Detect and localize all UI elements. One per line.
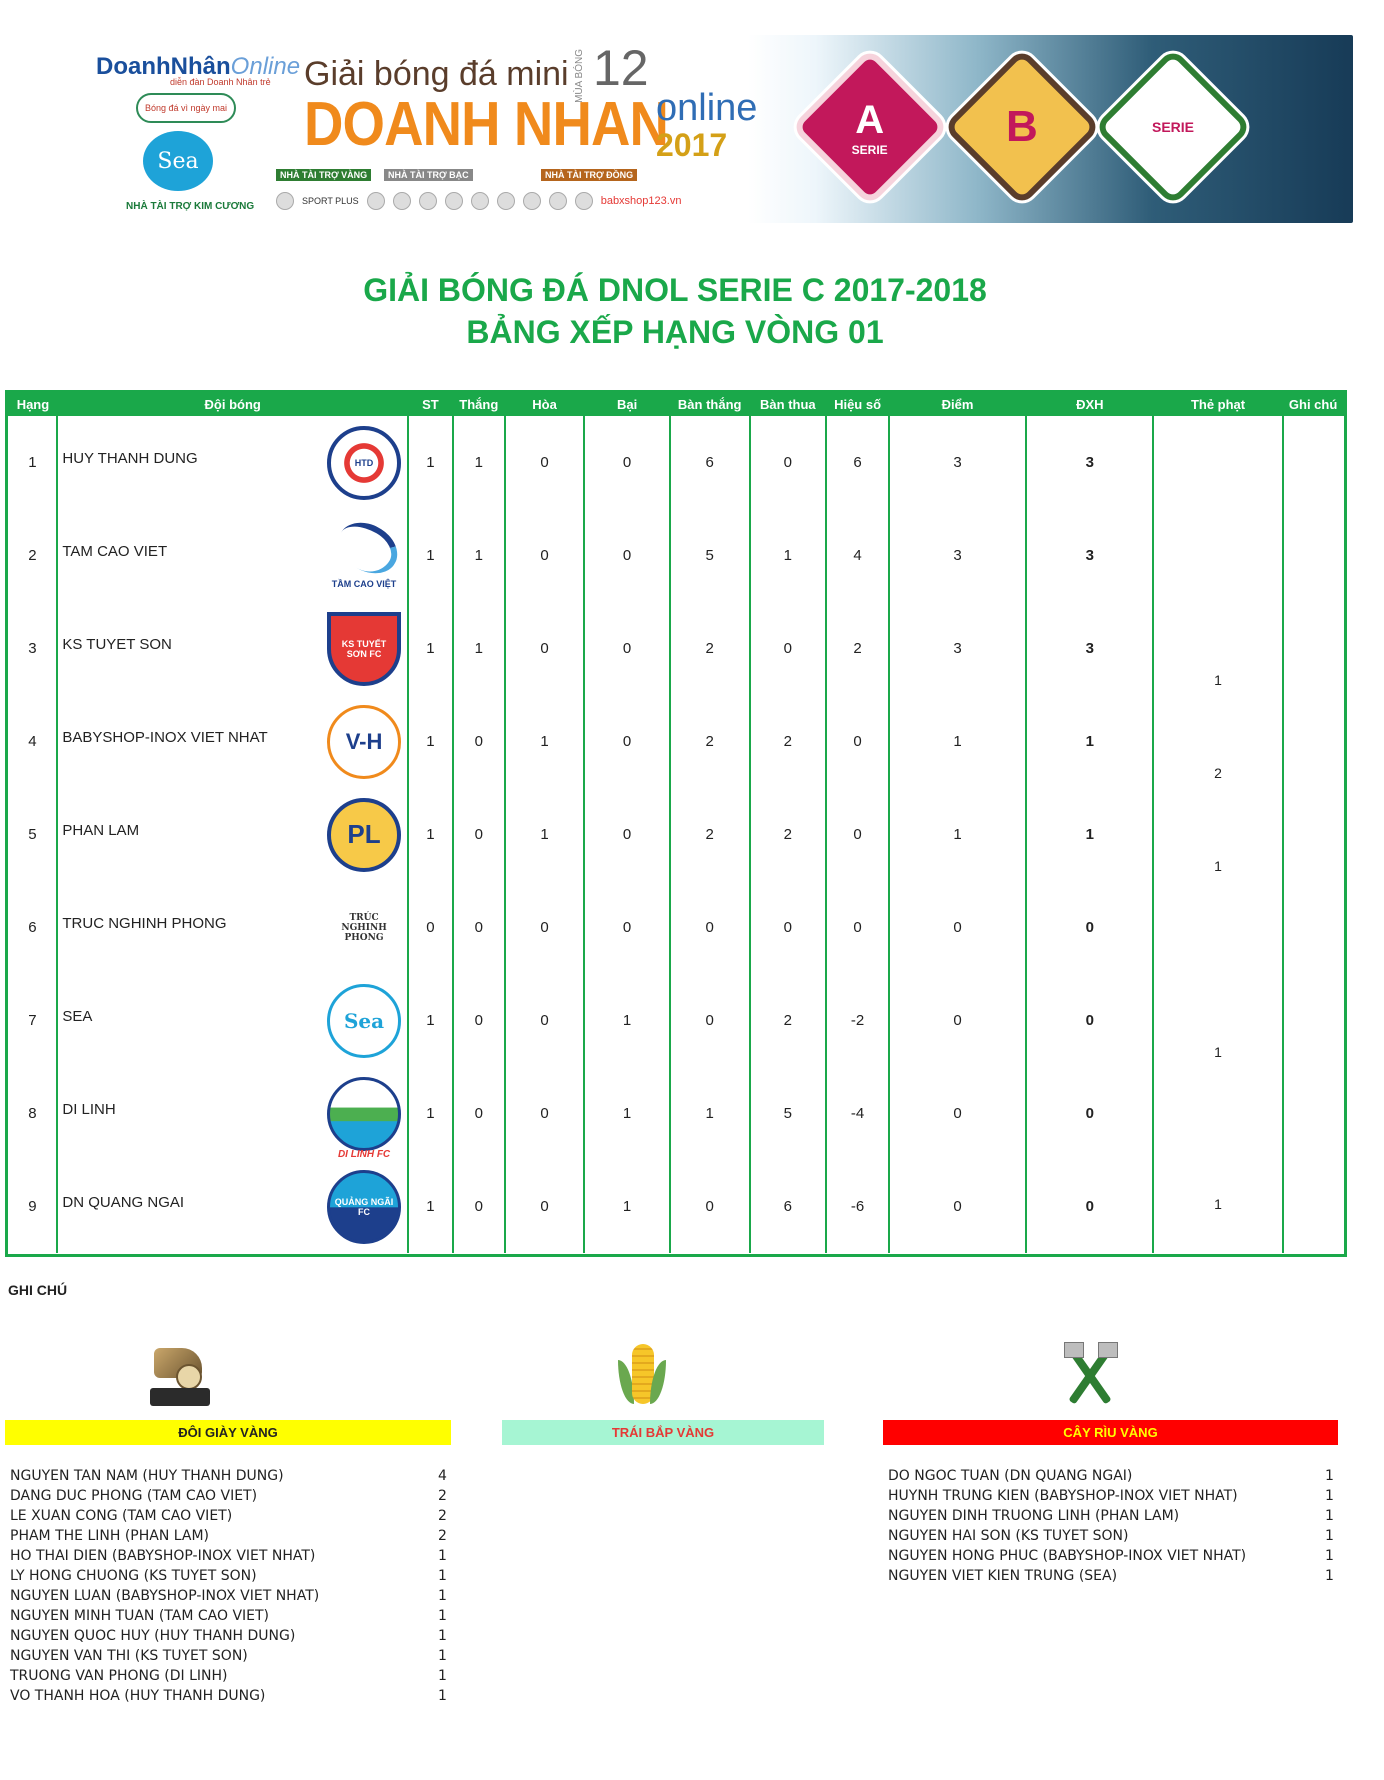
loss-cell: 0 bbox=[584, 881, 670, 974]
foul-count: 1 bbox=[1325, 1548, 1334, 1564]
dxh-cell: 0 bbox=[1026, 881, 1153, 974]
team-cell bbox=[57, 1067, 408, 1160]
team-cell bbox=[57, 974, 408, 1067]
draw-cell: 0 bbox=[505, 1160, 585, 1253]
sponsor-logo bbox=[393, 192, 411, 210]
season-number: 12 bbox=[593, 40, 649, 96]
card-count: 2 bbox=[1214, 764, 1222, 781]
dxh-cell: 0 bbox=[1026, 974, 1153, 1067]
notes-cell bbox=[1283, 1067, 1344, 1160]
team-crest-icon: KS TUYẾT SƠN FC bbox=[327, 612, 401, 686]
header-dxh: ĐXH bbox=[1026, 394, 1153, 416]
goal-difference-cell: 0 bbox=[826, 695, 889, 788]
header-played: ST bbox=[408, 394, 453, 416]
played-cell: 1 bbox=[408, 1067, 453, 1160]
rank-cell: 5 bbox=[28, 825, 37, 843]
draw-cell: 1 bbox=[505, 788, 585, 881]
season-label: MÙA BÓNG bbox=[574, 49, 585, 103]
team-name: TAM CAO VIET bbox=[62, 542, 168, 560]
player-name: PHAM THE LINH (PHAN LAM) bbox=[10, 1528, 210, 1544]
notes-cell bbox=[1283, 1160, 1344, 1253]
player-name: VO THANH HOA (HUY THANH DUNG) bbox=[10, 1688, 266, 1704]
table-row bbox=[9, 974, 1344, 1067]
draw-cell: 0 bbox=[505, 602, 585, 695]
rank-cell: 6 bbox=[28, 918, 37, 936]
win-cell: 0 bbox=[453, 1067, 505, 1160]
goals-against-cell: 0 bbox=[750, 881, 827, 974]
player-name: LE XUAN CONG (TAM CAO VIET) bbox=[10, 1508, 233, 1524]
team-cell bbox=[57, 509, 408, 602]
table-row bbox=[9, 788, 1344, 881]
foul-count: 1 bbox=[1325, 1468, 1334, 1484]
sponsor-strip bbox=[276, 169, 816, 219]
points-cell: 1 bbox=[889, 695, 1026, 788]
rank-cell: 1 bbox=[28, 453, 37, 471]
table-row bbox=[9, 602, 1344, 695]
list-item bbox=[10, 1566, 450, 1586]
team-crest-icon: HTD bbox=[327, 426, 401, 500]
serie-b-badge bbox=[951, 56, 1092, 197]
draw-cell: 0 bbox=[505, 1067, 585, 1160]
player-name: NGUYEN MINH TUAN (TAM CAO VIET) bbox=[10, 1608, 270, 1624]
golden-axe-list bbox=[888, 1466, 1338, 1586]
draw-cell: 0 bbox=[505, 509, 585, 602]
dxh-cell: 3 bbox=[1026, 416, 1153, 509]
top-scorers-list bbox=[10, 1466, 450, 1706]
team-name: HUY THANH DUNG bbox=[62, 450, 198, 467]
loss-cell: 0 bbox=[584, 788, 670, 881]
played-cell: 1 bbox=[408, 602, 453, 695]
goals-for-cell: 2 bbox=[670, 788, 750, 881]
notes-cell bbox=[1283, 416, 1344, 509]
player-name: TRUONG VAN PHONG (DI LINH) bbox=[10, 1668, 228, 1684]
list-item bbox=[888, 1506, 1338, 1526]
points-cell: 3 bbox=[889, 416, 1026, 509]
golden-axe-icon bbox=[1050, 1336, 1130, 1416]
goal-count: 2 bbox=[438, 1488, 447, 1504]
cards-cell bbox=[1153, 509, 1282, 602]
list-item bbox=[10, 1466, 450, 1486]
serie-a-badge bbox=[799, 56, 940, 197]
page-title: GIẢI BÓNG ĐÁ DNOL SERIE C 2017-2018 bbox=[363, 272, 987, 308]
sea-logo: Sea bbox=[143, 131, 213, 191]
goal-difference-cell: -6 bbox=[826, 1160, 889, 1253]
header-goals-against: Bàn thua bbox=[750, 394, 827, 416]
logo-subtitle: diễn đàn Doanh Nhân trẻ bbox=[170, 77, 271, 87]
player-name: NGUYEN HAI SON (KS TUYET SON) bbox=[888, 1528, 1129, 1544]
silver-sponsor-label: NHÀ TÀI TRỢ BẠC bbox=[384, 169, 473, 181]
goals-for-cell: 5 bbox=[670, 509, 750, 602]
cards-cell bbox=[1153, 1160, 1282, 1253]
player-name: NGUYEN HONG PHUC (BABYSHOP-INOX VIET NHAT) bbox=[888, 1548, 1247, 1564]
dxh-cell: 1 bbox=[1026, 788, 1153, 881]
team-cell bbox=[57, 416, 408, 509]
goals-for-cell: 0 bbox=[670, 1160, 750, 1253]
goal-count: 2 bbox=[438, 1528, 447, 1544]
header-cards: Thẻ phạt bbox=[1153, 394, 1282, 416]
table-row bbox=[9, 695, 1344, 788]
list-item bbox=[10, 1606, 450, 1626]
win-cell: 0 bbox=[453, 695, 505, 788]
win-cell: 0 bbox=[453, 1160, 505, 1253]
rank-cell: 7 bbox=[28, 1011, 37, 1029]
serie-a-word: SERIE bbox=[851, 142, 889, 157]
cards-cell bbox=[1153, 788, 1282, 881]
banner-online-word: online bbox=[656, 87, 758, 129]
tournament-banner bbox=[8, 35, 1353, 223]
serie-c-word: SERIE bbox=[1151, 118, 1195, 135]
player-name: NGUYEN TAN NAM (HUY THANH DUNG) bbox=[10, 1468, 284, 1484]
golden-corn-label: TRÁI BẮP VÀNG bbox=[502, 1420, 824, 1445]
sponsor-logo bbox=[276, 192, 294, 210]
list-item bbox=[888, 1546, 1338, 1566]
goals-for-cell: 2 bbox=[670, 602, 750, 695]
header-team: Đội bóng bbox=[57, 394, 408, 416]
team-name: KS TUYET SON bbox=[62, 635, 172, 653]
team-name: TRUC NGHINH PHONG bbox=[62, 914, 227, 932]
win-cell: 1 bbox=[453, 602, 505, 695]
sponsor-logo bbox=[497, 192, 515, 210]
sponsor-logo bbox=[575, 192, 593, 210]
list-item bbox=[10, 1646, 450, 1666]
golden-corn-icon bbox=[612, 1340, 672, 1410]
cards-cell bbox=[1153, 416, 1282, 509]
points-cell: 0 bbox=[889, 1160, 1026, 1253]
bongda-logo: Bóng đá vì ngày mai bbox=[136, 93, 236, 123]
loss-cell: 0 bbox=[584, 602, 670, 695]
header-notes: Ghi chú bbox=[1283, 394, 1344, 416]
list-item bbox=[10, 1686, 450, 1706]
cards-cell bbox=[1153, 974, 1282, 1067]
goal-difference-cell: 0 bbox=[826, 788, 889, 881]
draw-cell: 0 bbox=[505, 416, 585, 509]
points-cell: 0 bbox=[889, 974, 1026, 1067]
list-item bbox=[10, 1486, 450, 1506]
player-name: DANG DUC PHONG (TAM CAO VIET) bbox=[10, 1488, 258, 1504]
goals-against-cell: 2 bbox=[750, 695, 827, 788]
table-row bbox=[9, 881, 1344, 974]
goal-count: 1 bbox=[438, 1688, 447, 1704]
team-name: BABYSHOP-INOX VIET NHAT bbox=[62, 728, 268, 746]
team-crest-icon: PL bbox=[327, 798, 401, 872]
goals-against-cell: 0 bbox=[750, 416, 827, 509]
goals-for-cell: 1 bbox=[670, 1067, 750, 1160]
points-cell: 0 bbox=[889, 1067, 1026, 1160]
team-cell bbox=[57, 695, 408, 788]
logo-brand-suffix: Online bbox=[230, 53, 301, 80]
golden-axe-label: CÂY RÌU VÀNG bbox=[883, 1420, 1338, 1445]
notes-cell bbox=[1283, 509, 1344, 602]
team-crest-icon: V-H bbox=[327, 705, 401, 779]
gold-sponsor-label: NHÀ TÀI TRỢ VÀNG bbox=[276, 169, 371, 181]
team-crest-icon: TRÚC NGHINH PHONG bbox=[327, 891, 401, 965]
dxh-cell: 0 bbox=[1026, 1067, 1153, 1160]
played-cell: 1 bbox=[408, 1160, 453, 1253]
goal-difference-cell: 0 bbox=[826, 881, 889, 974]
win-cell: 1 bbox=[453, 416, 505, 509]
team-crest-icon: Sea bbox=[327, 984, 401, 1058]
goals-against-cell: 2 bbox=[750, 974, 827, 1067]
list-item bbox=[10, 1526, 450, 1546]
header-points: Điểm bbox=[889, 394, 1026, 416]
notes-cell bbox=[1283, 695, 1344, 788]
goals-against-cell: 6 bbox=[750, 1160, 827, 1253]
banner-tournament-title: Giải bóng đá mini bbox=[304, 55, 569, 93]
goal-difference-cell: 6 bbox=[826, 416, 889, 509]
list-item bbox=[10, 1666, 450, 1686]
team-crest-icon: QUẢNG NGÃI FC bbox=[327, 1170, 401, 1244]
team-name: DI LINH bbox=[62, 1100, 116, 1118]
foul-count: 1 bbox=[1325, 1568, 1334, 1584]
win-cell: 0 bbox=[453, 788, 505, 881]
played-cell: 1 bbox=[408, 509, 453, 602]
goal-count: 1 bbox=[438, 1588, 447, 1604]
goal-count: 1 bbox=[438, 1548, 447, 1564]
babxshop-logo: babxshop123.vn bbox=[600, 195, 682, 207]
serie-a-letter: A bbox=[855, 97, 885, 142]
goals-against-cell: 2 bbox=[750, 788, 827, 881]
player-name: NGUYEN VAN THI (KS TUYET SON) bbox=[10, 1648, 248, 1664]
goal-difference-cell: 4 bbox=[826, 509, 889, 602]
played-cell: 1 bbox=[408, 695, 453, 788]
goal-count: 2 bbox=[438, 1508, 447, 1524]
played-cell: 0 bbox=[408, 881, 453, 974]
player-name: LY HONG CHUONG (KS TUYET SON) bbox=[10, 1568, 257, 1584]
crest-text: TẦM CAO VIỆT bbox=[331, 578, 397, 589]
list-item bbox=[10, 1546, 450, 1566]
loss-cell: 1 bbox=[584, 1160, 670, 1253]
goal-difference-cell: -4 bbox=[826, 1067, 889, 1160]
table-row bbox=[9, 416, 1344, 509]
sponsor-logo bbox=[367, 192, 385, 210]
team-name: PHAN LAM bbox=[62, 821, 140, 839]
list-item bbox=[888, 1526, 1338, 1546]
list-item bbox=[10, 1626, 450, 1646]
banner-brand-name: DOANH NHAN bbox=[304, 90, 669, 159]
draw-cell: 0 bbox=[505, 881, 585, 974]
card-count: 1 bbox=[1214, 1195, 1222, 1212]
win-cell: 1 bbox=[453, 509, 505, 602]
list-item bbox=[10, 1586, 450, 1606]
team-name: SEA bbox=[62, 1007, 93, 1025]
sponsor-logos bbox=[276, 189, 816, 213]
draw-cell: 0 bbox=[505, 974, 585, 1067]
sponsor-logo bbox=[419, 192, 437, 210]
goals-for-cell: 0 bbox=[670, 881, 750, 974]
player-name: HO THAI DIEN (BABYSHOP-INOX VIET NHAT) bbox=[10, 1548, 316, 1564]
loss-cell: 0 bbox=[584, 509, 670, 602]
golden-boot-trophy-icon bbox=[140, 1340, 220, 1410]
played-cell: 1 bbox=[408, 788, 453, 881]
card-count: 1 bbox=[1214, 671, 1222, 688]
dxh-cell: 3 bbox=[1026, 509, 1153, 602]
foul-count: 1 bbox=[1325, 1508, 1334, 1524]
goal-difference-cell: -2 bbox=[826, 974, 889, 1067]
cards-cell bbox=[1153, 695, 1282, 788]
cards-cell bbox=[1153, 881, 1282, 974]
notes-cell bbox=[1283, 881, 1344, 974]
sportplus-logo: SPORT PLUS bbox=[302, 196, 359, 206]
sponsor-logo bbox=[445, 192, 463, 210]
player-name: NGUYEN VIET KIEN TRUNG (SEA) bbox=[888, 1568, 1118, 1584]
loss-cell: 0 bbox=[584, 695, 670, 788]
team-cell bbox=[57, 602, 408, 695]
header-draw: Hòa bbox=[505, 394, 585, 416]
team-cell bbox=[57, 788, 408, 881]
goals-for-cell: 2 bbox=[670, 695, 750, 788]
goal-difference-cell: 2 bbox=[826, 602, 889, 695]
table-row bbox=[9, 1160, 1344, 1253]
win-cell: 0 bbox=[453, 974, 505, 1067]
standings-table bbox=[5, 390, 1347, 1257]
loss-cell: 1 bbox=[584, 1067, 670, 1160]
notes-heading: GHI CHÚ bbox=[8, 1282, 68, 1298]
points-cell: 0 bbox=[889, 881, 1026, 974]
foul-count: 1 bbox=[1325, 1488, 1334, 1504]
banner-year: 2017 bbox=[656, 127, 728, 163]
list-item bbox=[888, 1566, 1338, 1586]
diamond-sponsor-label: NHÀ TÀI TRỢ KIM CƯƠNG bbox=[126, 201, 255, 212]
loss-cell: 1 bbox=[584, 974, 670, 1067]
notes-cell bbox=[1283, 788, 1344, 881]
logo-brand: DoanhNhân bbox=[96, 53, 231, 80]
goals-against-cell: 5 bbox=[750, 1067, 827, 1160]
points-cell: 1 bbox=[889, 788, 1026, 881]
cards-cell bbox=[1153, 1067, 1282, 1160]
table-header-row bbox=[9, 394, 1344, 416]
draw-cell: 1 bbox=[505, 695, 585, 788]
loss-cell: 0 bbox=[584, 416, 670, 509]
win-cell: 0 bbox=[453, 881, 505, 974]
foul-count: 1 bbox=[1325, 1528, 1334, 1544]
card-count: 1 bbox=[1214, 1043, 1222, 1060]
notes-cell bbox=[1283, 974, 1344, 1067]
list-item bbox=[888, 1486, 1338, 1506]
goal-count: 1 bbox=[438, 1668, 447, 1684]
sponsor-logo bbox=[471, 192, 489, 210]
sponsor-logo bbox=[549, 192, 567, 210]
rank-cell: 4 bbox=[28, 732, 37, 750]
player-name: HUYNH TRUNG KIEN (BABYSHOP-INOX VIET NHAT) bbox=[888, 1488, 1238, 1504]
bronze-sponsor-label: NHÀ TÀI TRỢ ĐỒNG bbox=[541, 169, 637, 181]
player-name: NGUYEN LUAN (BABYSHOP-INOX VIET NHAT) bbox=[10, 1588, 320, 1604]
goal-count: 1 bbox=[438, 1568, 447, 1584]
header-win: Thắng bbox=[453, 394, 505, 416]
played-cell: 1 bbox=[408, 974, 453, 1067]
goals-for-cell: 0 bbox=[670, 974, 750, 1067]
player-name: NGUYEN DINH TRUONG LINH (PHAN LAM) bbox=[888, 1508, 1180, 1524]
points-cell: 3 bbox=[889, 509, 1026, 602]
goals-for-cell: 6 bbox=[670, 416, 750, 509]
crest-text: DI LINH FC bbox=[337, 1148, 391, 1160]
team-name: DN QUANG NGAI bbox=[62, 1193, 185, 1211]
team-cell bbox=[57, 1160, 408, 1253]
notes-cell bbox=[1283, 602, 1344, 695]
header-goals-for: Bàn thắng bbox=[670, 394, 750, 416]
points-cell: 3 bbox=[889, 602, 1026, 695]
rank-cell: 8 bbox=[28, 1104, 37, 1122]
goals-against-cell: 1 bbox=[750, 509, 827, 602]
team-cell bbox=[57, 881, 408, 974]
rank-cell: 2 bbox=[28, 546, 37, 564]
serie-b-letter: B bbox=[1006, 102, 1038, 151]
goals-against-cell: 0 bbox=[750, 602, 827, 695]
card-count: 1 bbox=[1214, 857, 1222, 874]
goal-count: 1 bbox=[438, 1648, 447, 1664]
team-crest-icon bbox=[327, 519, 401, 593]
cards-cell bbox=[1153, 602, 1282, 695]
player-name: NGUYEN QUOC HUY (HUY THANH DUNG) bbox=[10, 1628, 296, 1644]
table-row bbox=[9, 509, 1344, 602]
header-loss: Bại bbox=[584, 394, 670, 416]
goal-count: 1 bbox=[438, 1608, 447, 1624]
dxh-cell: 3 bbox=[1026, 602, 1153, 695]
player-name: DO NGOC TUAN (DN QUANG NGAI) bbox=[888, 1468, 1133, 1484]
table-row bbox=[9, 1067, 1344, 1160]
team-crest-icon bbox=[327, 1077, 401, 1160]
dxh-cell: 0 bbox=[1026, 1160, 1153, 1253]
rank-cell: 9 bbox=[28, 1197, 37, 1215]
list-item bbox=[10, 1506, 450, 1526]
page-subtitle: BẢNG XẾP HẠNG VÒNG 01 bbox=[466, 314, 884, 350]
goal-count: 1 bbox=[438, 1628, 447, 1644]
sponsor-logo bbox=[523, 192, 541, 210]
serie-c-badge bbox=[1102, 56, 1243, 197]
golden-boot-label: ĐÔI GIÀY VÀNG bbox=[5, 1420, 451, 1445]
played-cell: 1 bbox=[408, 416, 453, 509]
rank-cell: 3 bbox=[28, 639, 37, 657]
header-goal-difference: Hiệu số bbox=[826, 394, 889, 416]
header-rank: Hạng bbox=[9, 394, 58, 416]
dxh-cell: 1 bbox=[1026, 695, 1153, 788]
goal-count: 4 bbox=[438, 1468, 447, 1484]
list-item bbox=[888, 1466, 1338, 1486]
